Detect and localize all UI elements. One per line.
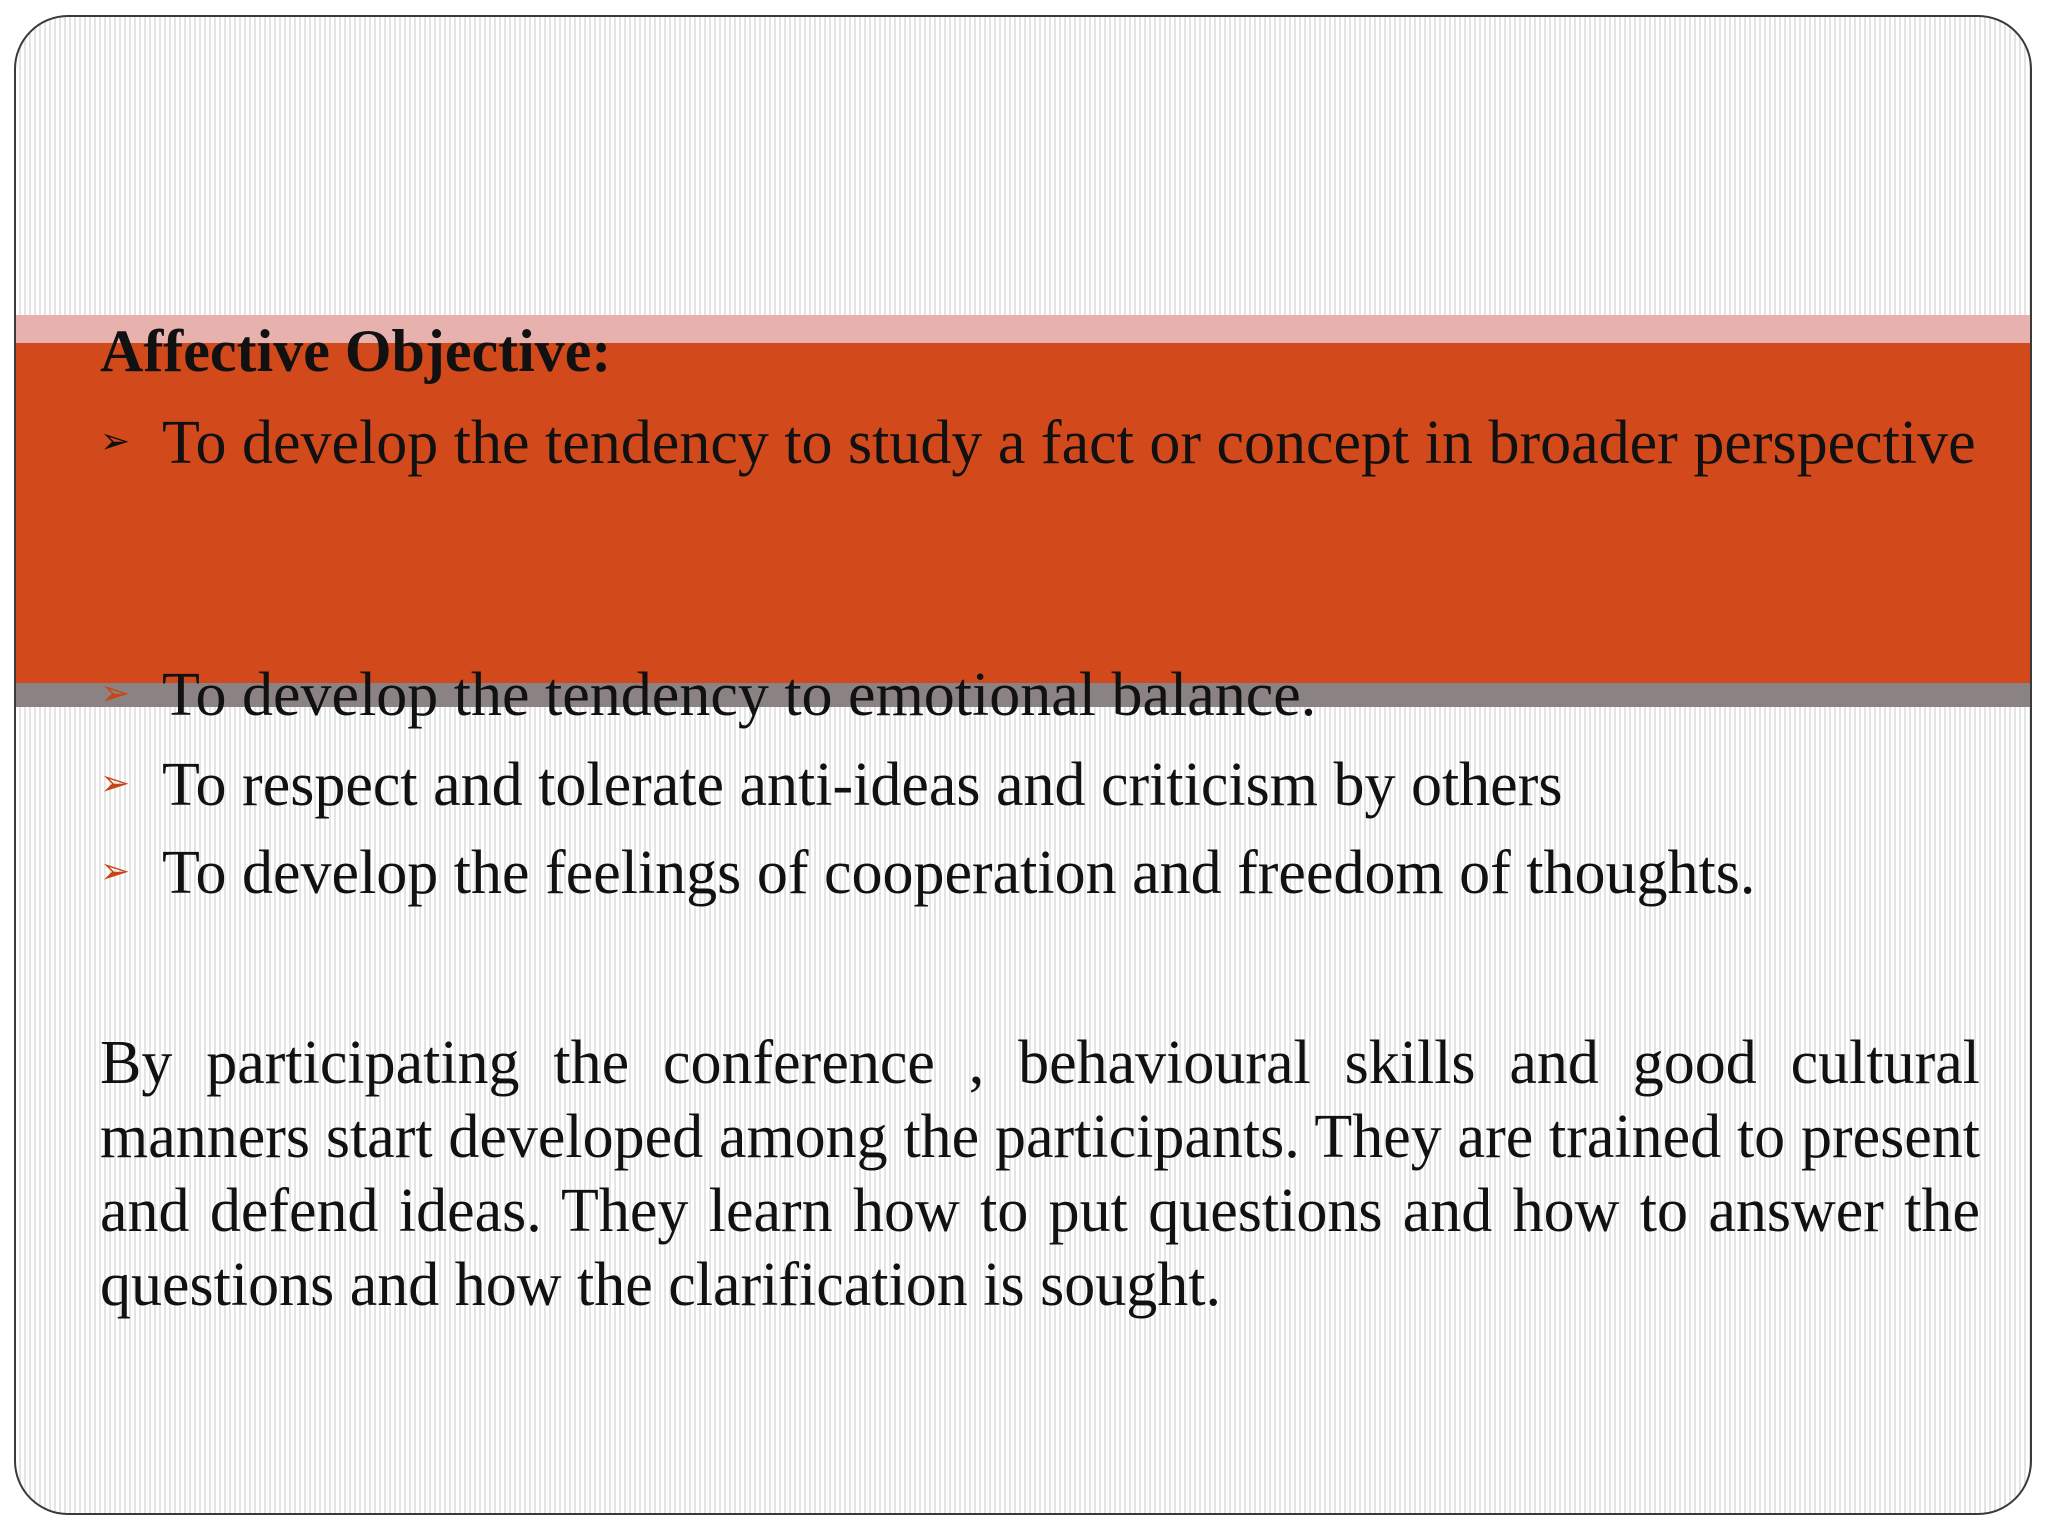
title-band xyxy=(16,343,2030,683)
bullet-text: To develop the tendency to emotional balance. xyxy=(162,661,1317,729)
arrow-bullet-icon: ➢ xyxy=(100,763,131,803)
body-paragraph: By participating the conference , behavioural skills and good cultural manners start developed among the participants. They are trained to present and defend ideas. They learn how to put questions and how to answer the questions and how the clarification is sought. xyxy=(100,1029,1980,1319)
bullet-text: To develop the feelings of cooperation and freedom of thoughts. xyxy=(162,839,1756,907)
bullet-item xyxy=(100,404,1980,480)
arrow-bullet-icon: ➢ xyxy=(100,421,131,461)
arrow-bullet-icon: ➢ xyxy=(100,851,131,891)
arrow-bullet-icon: ➢ xyxy=(100,673,131,713)
bullet-text: To respect and tolerate anti-ideas and criticism by others xyxy=(162,751,1563,819)
bullet-item xyxy=(100,834,1980,910)
slide-heading: Affective Objective: xyxy=(100,318,612,384)
bullet-item xyxy=(100,746,1980,822)
bullet-item xyxy=(100,656,1980,732)
bullet-text: To develop the tendency to study a fact or concept in broader perspective xyxy=(162,409,1976,477)
